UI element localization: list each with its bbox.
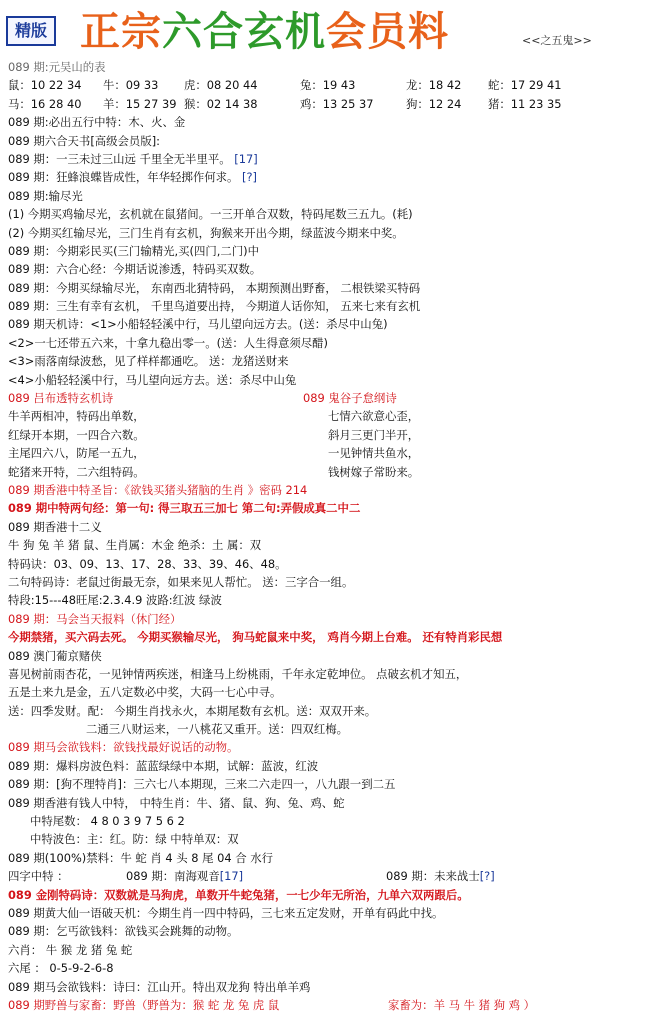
riddle-line [8,168,660,186]
title-char: 合 [203,8,244,55]
zodiac-cell: 鸡：13 25 37 [300,96,374,111]
riddle-answer: [?] [242,170,257,185]
text-line: 089 期：三生有幸有玄机， 千里鸟道要出持， 今期道人话你知， 五来七来有玄机 [8,299,421,314]
text-line: (1) 今期买鸡输尽光，玄机就在鼠猪间。一三开单合双数，特码尾数三五九。(耗) [8,207,413,222]
title-char: 六 [162,8,203,55]
poem-left-line: 牛羊两相冲，特码出单数， [8,409,145,424]
text-line: 089 期：今期买绿输尽光， 东南西北猜特码， 本期预测出野畜， 二根铁梁买特码 [8,280,421,295]
lubu-poem-title: 089 吕布透特玄机诗 [8,391,114,406]
zodiac-heading: 089 期:元吴山的表 [8,60,106,74]
zodiac-cell: 兔：19 43 [300,78,356,93]
heavenly-book-heading: 089 期六合天书[高级会员版]: [8,133,160,148]
poem-left-line: 主尾四六八，防尾一五九， [8,446,145,461]
text-line: 089 期香港十二义 [8,519,102,534]
zodiac-row-1 [8,76,660,94]
poem-row [8,444,660,462]
poem-right-line: 一见钟情共鱼水， [328,446,420,461]
future-warrior-answer: [?] [479,869,495,884]
text-line: 六肖： 牛 猴 龙 猪 兔 蛇 [8,942,133,957]
text-line: 五是土来九是金，五八定数必中奖，大码一七心中寻。 [8,685,282,700]
text-line: 中特波色：主：红。防：绿 中特单双：双 [30,832,239,847]
text-line: 089 期：爆料房波色料：蓝蓝绿绿中本期，试解：蓝波，红波 [8,758,319,773]
title-char: 宗 [121,8,162,55]
poem-row [8,426,660,444]
four-char-row [8,867,660,885]
title-char: 员 [367,8,408,55]
poem-right-line: 钱树嫁子常盼来。 [328,464,420,479]
guanyin-text: 089 期：南海观音 [126,869,220,884]
text-line: <3>雨落南绿波愁，见了样样都通吃。 送：龙猪送财来 [8,354,289,369]
edition-badge: 精版 [6,16,56,46]
zodiac-cell: 马：16 28 40 [8,96,82,111]
text-line: 089 期：[狗不理特肖]：三六七八本期现，三来二六走四一，八九跟一到二五 [8,777,396,792]
guiguzi-poem-title: 089 鬼谷子怠纲诗 [303,391,397,406]
riddle-text: 089 期：一三未过三山远 千里全无半里平。 [8,151,231,166]
text-line: <4>小船轻轻溪中行，马儿望向远方去。送：杀尽中山兔 [8,372,297,387]
text-line: 089 期黄大仙一语破天机：今期生肖一四中特码，三七来五定发财，开单有码此中找。 [8,905,444,920]
zodiac-cell: 鼠：10 22 34 [8,78,82,93]
jockey-money-line: 089 期马会欲钱料：欲钱找最好说话的动物。 [8,740,239,755]
zodiac-cell: 猪：11 23 35 [488,96,562,111]
two-sentence-line: 089 期中特两句经：第一句: 得三取五三加七 第二句:弄假成真二中二 [8,501,361,516]
page-title [80,0,449,57]
poem-row [8,407,660,425]
header [0,0,667,58]
ban-line: 今期禁猪，买六码去死。 今期买猴输尽光， 狗马蛇鼠来中奖， 鸡肖今期上台难。 还有特肖彩民想 [8,630,503,645]
future-warrior-line [386,867,495,885]
title-char: 机 [285,8,326,55]
livestock-text: 家畜为：羊 马 牛 猪 狗 鸡 ） [388,997,536,1012]
riddle-answer: [17] [234,151,258,166]
text-line: 喜见树前雨杏花，一见钟情两疾迷，相逢马上纷桃雨，千年永定乾坤位。 点破玄机才知五， [8,666,468,681]
poem-right-line: 斜月三更门半开， [328,427,420,442]
riddle-line [8,150,660,168]
title-char: 正 [80,8,121,55]
text-line: 六尾 ： 0-5-9-2-6-8 [8,961,114,976]
zodiac-cell: 蛇：17 29 41 [488,78,562,93]
text-line: 089 期：六合心经：今期话说渗透，特码买双数。 [8,262,262,277]
poem-left-line: 红绿开本期，一四合六数。 [8,427,145,442]
text-line: 089 期天机诗：<1>小船轻轻溪中行，马儿望向远方去。(送：杀尽中山兔) [8,317,388,332]
text-line: 二通三八财运来，一八桃花又重开。送：四双红梅。 [86,722,348,737]
future-warrior-text: 089 期：未来战士 [386,869,480,884]
zodiac-cell: 龙：18 42 [406,78,462,93]
text-line: 中特尾数： 4 8 0 3 9 7 5 6 2 [30,814,185,829]
riddle-text: 089 期：狂蜂浪蝶皆成性，年华轻掷作何求。 [8,170,239,185]
guanyin-line [126,867,243,885]
text-line: 送：四季发财。配： 今期生肖找永火，本期尾数有玄机。送：双双开来。 [8,703,377,718]
guanyin-answer: [17] [219,869,244,884]
poem-left-line: 蛇猪来开特，二六组特码。 [8,464,145,479]
title-char: 玄 [244,8,285,55]
zodiac-cell: 羊：15 27 39 [103,96,177,111]
text-line: 089 期：乞丐欲钱料：欲钱买会跳舞的动物。 [8,924,239,939]
five-elements-line: 089 期:必出五行中特：木、火、金 [8,115,186,130]
zodiac-row-2 [8,95,660,113]
text-line: 089 期马会欲钱料：诗曰：江山开。特出双龙狗 特出单羊鸡 [8,979,311,994]
text-line: 089 澳门葡京赌侠 [8,648,102,663]
author-tag: <<之五鬼>> [522,34,592,47]
imperial-decree-line: 089 期香港中特圣旨：《欲钱买猪头猪脑的生肖 》密码 214 [8,482,308,497]
poem-right-line: 七情六欲意心歪， [328,409,420,424]
title-char: 料 [408,8,449,55]
beasts-text: 089 期野兽与家畜：野兽（野兽为：猴 蛇 龙 兔 虎 鼠 [8,997,280,1012]
zodiac-cell: 猴：02 14 38 [184,96,258,111]
text-line: (2) 今期买红输尽光，三门生肖有玄机，狗猴来开出今期，绿蓝波今期来中奖。 [8,225,404,240]
text-line: 特码诀：03、09、13、17、28、33、39、46、48。 [8,556,287,571]
text-line: 089 期香港有钱人中特， 中特生肖：牛、猪、鼠、狗、兔、鸡、蛇 [8,795,345,810]
poem-headings [8,389,660,407]
zodiac-cell: 虎：08 20 44 [184,78,258,93]
text-line: 089 期(100%)禁料：牛 蛇 肖 4 头 8 尾 04 合 水行 [8,850,274,865]
text-line: <2>一七还带五六来，十拿九稳出零一。(送：人生得意须尽醋) [8,335,328,350]
lose-all-heading: 089 期:输尽光 [8,188,83,203]
text-line: 特段:15---48旺尾:2.3.4.9 波路:红波 绿波 [8,593,222,608]
beasts-livestock-row [8,996,660,1014]
zodiac-cell: 狗：12 24 [406,96,462,111]
text-line: 牛 狗 兔 羊 猪 鼠、生肖属：木金 绝杀：土 属：双 [8,538,262,553]
zodiac-cell: 牛：09 33 [103,78,159,93]
four-char-label: 四字中特 ： [8,869,69,884]
jockey-club-heading: 089 期：马会当天报料（休门经） [8,611,182,626]
title-char: 会 [326,8,367,55]
text-line: 二句特码诗：老鼠过街最无奈，如果来见人帮忙。 送：三字合一组。 [8,574,354,589]
poem-row [8,463,660,481]
text-line: 089 期：今期彩民买(三门输精光,买(四门,二门)中 [8,243,259,258]
vajra-poem-line: 089 金刚特码诗：双数就是马狗虎，单数开牛蛇兔猪，一七少年无所治，九单六双两跟后。 [8,887,469,902]
document-body [8,58,660,1014]
